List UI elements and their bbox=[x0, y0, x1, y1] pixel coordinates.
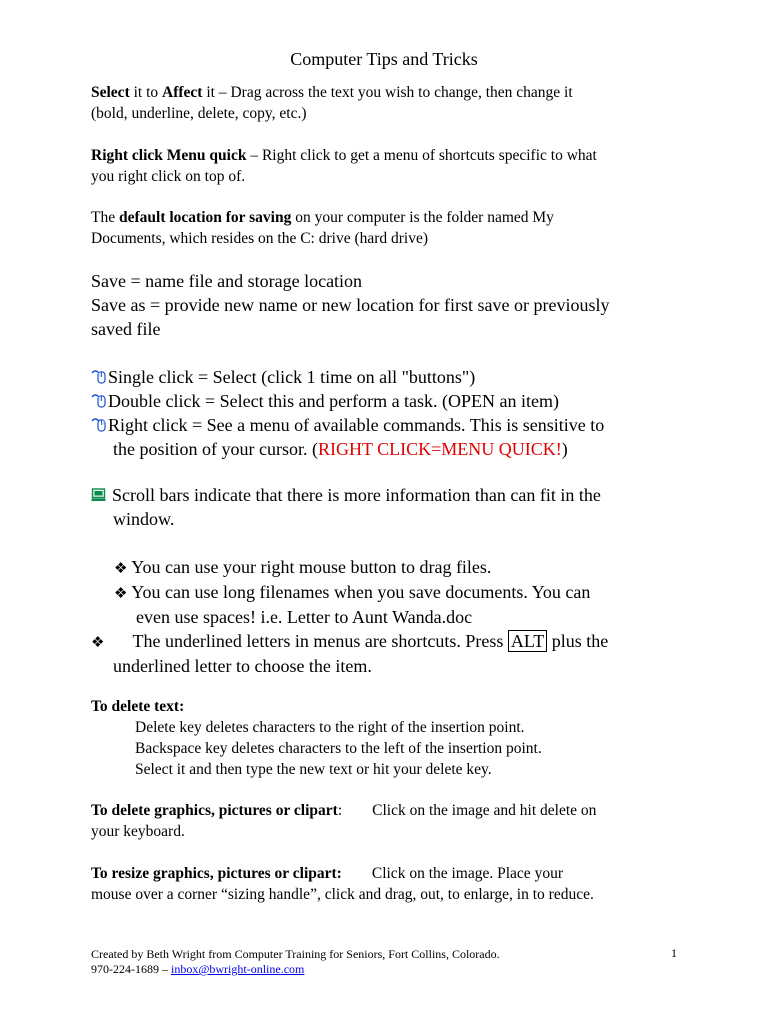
delete-text-line1: Delete key deletes characters to the right of the insertion point. bbox=[135, 719, 525, 736]
text-span: Click on the image. Place your bbox=[371, 865, 563, 882]
computer-icon bbox=[91, 488, 106, 502]
tip-select-line1 bbox=[91, 82, 573, 103]
tip-right-click-line1 bbox=[91, 145, 597, 166]
bullet-item bbox=[91, 580, 608, 605]
bullet-item bbox=[91, 629, 608, 654]
text-span: it – Drag across the text you wish to change, then change it bbox=[202, 84, 573, 101]
text-span: : bbox=[337, 802, 343, 819]
scroll-line2: window. bbox=[113, 509, 175, 529]
bullet-item-continuation: even use spaces! i.e. Letter to Aunt Wanda.doc bbox=[136, 607, 473, 627]
bold-heading: To delete graphics, pictures or clipart bbox=[91, 802, 338, 819]
bullet-text: plus the bbox=[547, 631, 609, 651]
right-click-line2 bbox=[91, 437, 604, 461]
tip-default-location-line2: Documents, which resides on the C: drive (hard drive) bbox=[91, 230, 429, 247]
bold-default-location: default location for saving bbox=[118, 209, 292, 226]
tip-right-click bbox=[91, 145, 597, 187]
delete-text-line2: Backspace key deletes characters to the left of the insertion point. bbox=[135, 740, 542, 757]
scroll-text-line1: Scroll bars indicate that there is more information than can fit in the bbox=[112, 485, 601, 505]
menu-quick-red-text: RIGHT CLICK=MENU QUICK! bbox=[317, 439, 562, 459]
bullet-item-continuation: underlined letter to choose the item. bbox=[113, 656, 372, 676]
bold-heading: To resize graphics, pictures or clipart: bbox=[91, 865, 342, 882]
bullet-text: You can use long filenames when you save documents. You can bbox=[131, 582, 591, 602]
delete-graphics-section bbox=[91, 800, 596, 842]
bold-select: Select bbox=[91, 84, 130, 101]
alt-key-box: ALT bbox=[508, 630, 547, 652]
footer-phone: 970-224-1689 – bbox=[91, 962, 171, 976]
delete-graphics-line1 bbox=[91, 800, 596, 821]
save-section bbox=[91, 269, 610, 341]
right-click-item bbox=[91, 413, 604, 437]
footer-email-link[interactable]: inbox@bwright-online.com bbox=[171, 962, 305, 976]
tip-select-line2: (bold, underline, delete, copy, etc.) bbox=[91, 105, 307, 122]
text-span: the position of your cursor. ( bbox=[113, 439, 318, 459]
resize-graphics-line1 bbox=[91, 863, 594, 884]
delete-graphics-line2: your keyboard. bbox=[91, 823, 185, 840]
tip-default-location-line1 bbox=[91, 207, 554, 228]
footer-credit: Created by Beth Wright from Computer Training for Seniors, Fort Collins, Colorado. bbox=[91, 947, 500, 961]
tip-right-click-line2: you right click on top of. bbox=[91, 168, 246, 185]
scroll-line1 bbox=[91, 483, 601, 507]
resize-graphics-line2: mouse over a corner “sizing handle”, click and drag, out, to enlarge, in to reduce. bbox=[91, 886, 594, 903]
mouse-pointer-icon bbox=[91, 368, 107, 384]
tip-select-affect bbox=[91, 82, 573, 124]
delete-text-section bbox=[91, 696, 542, 780]
text-span: it to bbox=[129, 84, 163, 101]
bullet-text: The underlined letters in menus are shortcuts. Press bbox=[132, 631, 508, 651]
text-span: ) bbox=[561, 439, 568, 459]
diamond-bullets bbox=[91, 555, 608, 678]
text-span: The bbox=[91, 209, 119, 226]
double-click-item bbox=[91, 389, 604, 413]
footer bbox=[91, 947, 500, 977]
right-click-text-line1: Right click = See a menu of available commands. This is sensitive to bbox=[108, 415, 605, 435]
delete-text-heading bbox=[91, 696, 542, 717]
bold-affect: Affect bbox=[162, 84, 203, 101]
double-click-text: Double click = Select this and perform a task. (OPEN an item) bbox=[108, 391, 560, 411]
click-types bbox=[91, 365, 604, 461]
save-line3: saved file bbox=[91, 319, 161, 339]
text-span: on your computer is the folder named My bbox=[291, 209, 554, 226]
save-line2: Save as = provide new name or new location for first save or previously bbox=[91, 295, 610, 315]
scroll-bars-tip bbox=[91, 483, 601, 531]
mouse-pointer-icon bbox=[91, 416, 107, 432]
bold-heading: To delete text: bbox=[91, 698, 185, 715]
resize-graphics-section bbox=[91, 863, 594, 905]
text-span: – Right click to get a menu of shortcuts specific to what bbox=[246, 147, 597, 164]
diamond-bullet-icon: ❖ bbox=[114, 584, 128, 602]
bullet-item bbox=[91, 555, 608, 580]
diamond-bullet-icon: ❖ bbox=[114, 559, 128, 577]
page-title: Computer Tips and Tricks bbox=[290, 49, 478, 69]
page-number: 1 bbox=[671, 946, 677, 960]
mouse-pointer-icon bbox=[91, 392, 107, 408]
delete-text-line3: Select it and then type the new text or hit your delete key. bbox=[135, 761, 492, 778]
single-click-text: Single click = Select (click 1 time on all "buttons") bbox=[108, 367, 476, 387]
tip-default-location bbox=[91, 207, 554, 249]
text-span: Click on the image and hit delete on bbox=[372, 802, 597, 819]
single-click-item bbox=[91, 365, 604, 389]
diamond-bullet-icon: ❖ bbox=[91, 633, 105, 651]
save-line1: Save = name file and storage location bbox=[91, 271, 363, 291]
bullet-text: You can use your right mouse button to drag files. bbox=[131, 557, 492, 577]
bold-right-click-menu: Right click Menu quick bbox=[91, 147, 247, 164]
footer-contact bbox=[91, 962, 500, 977]
